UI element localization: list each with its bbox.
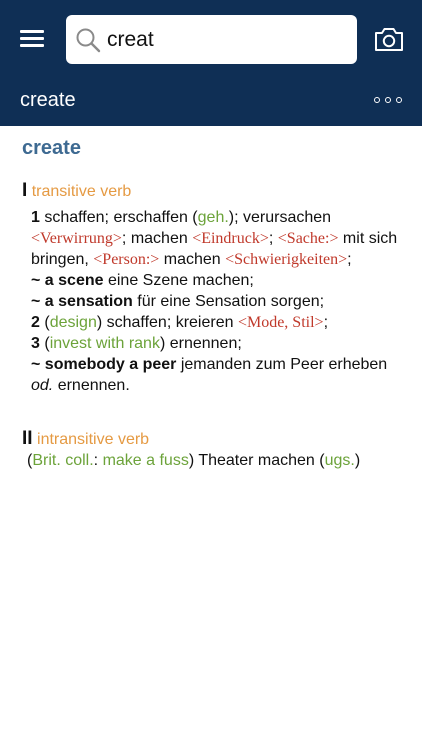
example-phrase[interactable]: a sensation	[44, 293, 133, 310]
menu-icon[interactable]	[20, 28, 46, 50]
translation: ); verursachen	[228, 209, 332, 226]
translation: ) Theater machen (	[188, 452, 325, 469]
meaning-label[interactable]: invest with rank	[49, 335, 160, 352]
collocate: <Verwirrung>	[31, 230, 122, 247]
meaning-label[interactable]: design	[49, 314, 97, 331]
example-translation: jemanden zum Peer erheben	[176, 356, 388, 373]
tilde: ~	[31, 356, 45, 373]
separator: ;	[268, 230, 278, 247]
separator: ;	[323, 314, 329, 331]
headword: create	[22, 137, 81, 159]
collocate: <Sache:>	[277, 230, 339, 247]
top-bar	[0, 0, 422, 126]
meaning-label[interactable]: make a fuss	[102, 452, 189, 469]
example-phrase[interactable]: a scene	[44, 272, 104, 289]
collocate: <Schwierigkeiten>	[225, 251, 348, 268]
camera-icon[interactable]	[374, 26, 404, 52]
collocate: <Mode, Stil>	[237, 314, 324, 331]
translation: machen	[159, 251, 226, 268]
example-translation: für eine Sensation sorgen;	[132, 293, 325, 310]
example-3	[31, 354, 406, 396]
section-transitive	[22, 180, 131, 202]
section-number: II	[22, 428, 33, 449]
section-intransitive	[22, 428, 149, 450]
separator: ;	[347, 251, 352, 268]
separator: )	[354, 452, 361, 469]
more-options-icon[interactable]	[372, 94, 404, 106]
tilde: ~	[31, 293, 45, 310]
entry-title: create	[20, 89, 76, 111]
sense-1	[31, 207, 406, 270]
separator: :	[93, 452, 103, 469]
translation: ) ernennen;	[159, 335, 242, 352]
example-translation: eine Szene machen;	[103, 272, 254, 289]
collocate: <Eindruck>	[192, 230, 269, 247]
example-1	[31, 270, 406, 291]
sense-number: 3	[31, 335, 40, 352]
search-box[interactable]	[66, 15, 357, 64]
part-of-speech: transitive verb	[31, 183, 132, 200]
tilde: ~	[31, 272, 45, 289]
translation: mit sich bringen,	[31, 230, 398, 268]
sense-2	[31, 312, 406, 333]
translation: schaffen; erschaffen (	[39, 209, 198, 226]
register-label[interactable]: geh.	[197, 209, 229, 226]
separator: (	[39, 314, 50, 331]
search-icon	[75, 27, 101, 53]
search-input[interactable]	[107, 21, 347, 58]
part-of-speech: intransitive verb	[37, 431, 150, 448]
separator: (	[27, 452, 33, 469]
translation: ; machen	[121, 230, 193, 247]
sense-3	[31, 333, 406, 354]
example-translation: ernennen.	[53, 377, 130, 394]
region-label[interactable]: Brit. coll.	[32, 452, 94, 469]
example-2	[31, 291, 406, 312]
abbreviation: od.	[31, 377, 54, 394]
translation: ) schaffen; kreieren	[96, 314, 238, 331]
sense-number: 1	[31, 209, 40, 226]
section-number: I	[22, 180, 28, 201]
register-label[interactable]: ugs.	[324, 452, 355, 469]
sense-list	[31, 207, 406, 396]
example-phrase[interactable]: somebody a peer	[44, 356, 177, 373]
collocate: <Person:>	[93, 251, 160, 268]
separator: (	[39, 335, 50, 352]
sense-intransitive	[27, 450, 402, 471]
sense-number: 2	[31, 314, 40, 331]
